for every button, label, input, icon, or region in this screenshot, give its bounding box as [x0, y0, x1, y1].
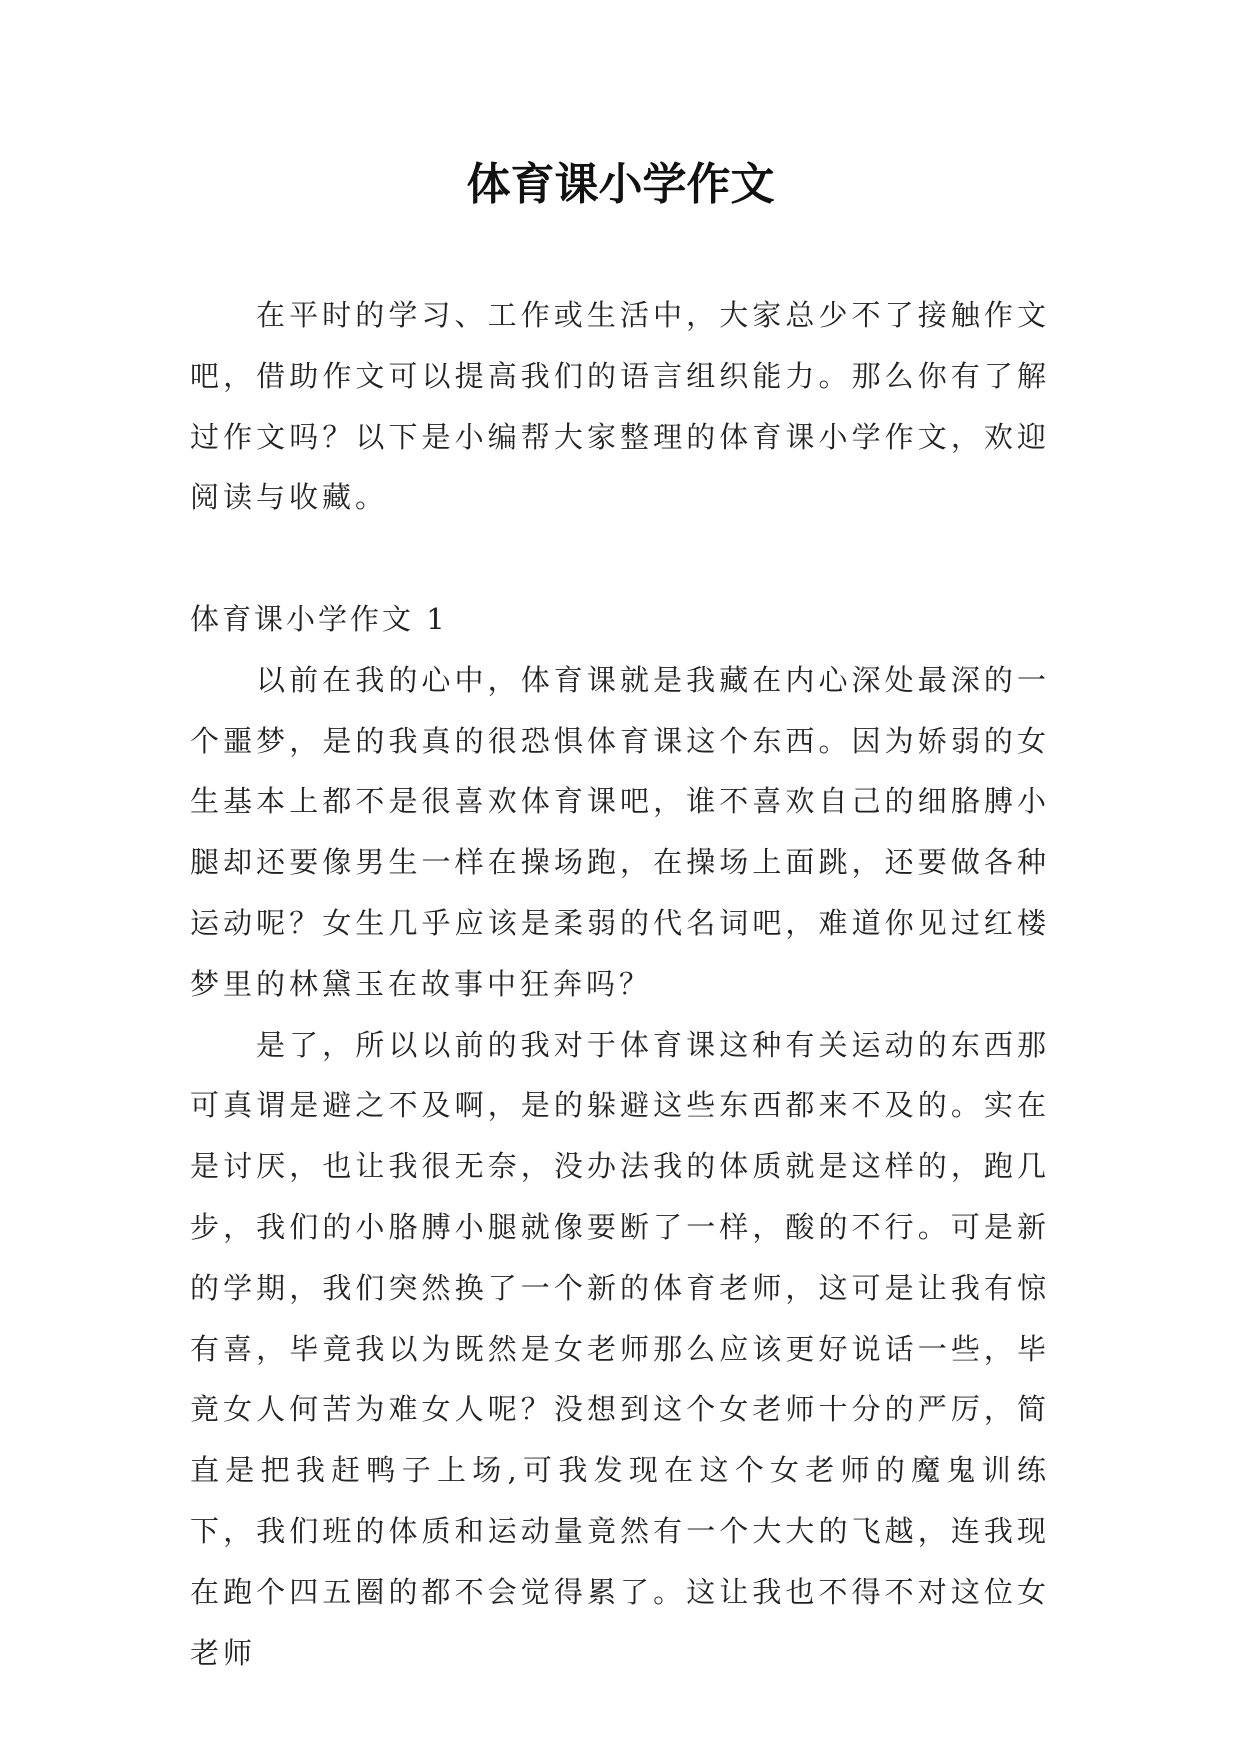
document-title: 体育课小学作文 [466, 159, 775, 210]
body-paragraph-2: 是了，所以以前的我对于体育课这种有关运动的东西那可真谓是避之不及啊，是的躲避这些东西都来不及的。实在是讨厌，也让我很无奈，没办法我的体质就是这样的，跑几步，我们的小胳膊小腿就像要断了一样，酸的不行。可是新的学期，我们突然换了一个新的体育老师，这可是让我有惊有喜，毕竟我以为既然是女老师那么应该更好说话一些，毕竟女人何苦为难女人呢？没想到这个女老师十分的严厉，简直是把我赶鸭子上场,可我发现在这个女老师的魔鬼训练下，我们班的体质和运动量竟然有一个大大的飞越，连我现在跑个四五圈的都不会觉得累了。这让我也不得不对这位女老师 [190, 1027, 1050, 1670]
intro-paragraph: 在平时的学习、工作或生活中，大家总少不了接触作文吧，借助作文可以提高我们的语言组织能力。那么你有了解过作文吗？以下是小编帮大家整理的体育课小学作文，欢迎阅读与收藏。 [190, 298, 1050, 515]
section-heading: 体育课小学作文 1 [190, 601, 448, 636]
document-body [190, 285, 1050, 1683]
body-paragraph-1: 以前在我的心中，体育课就是我藏在内心深处最深的一个噩梦，是的我真的很恐惧体育课这个东西。因为娇弱的女生基本上都不是很喜欢体育课吧，谁不喜欢自己的细胳膊小腿却还要像男生一样在操场跑，在操场上面跳，还要做各种运动呢？女生几乎应该是柔弱的代名词吧，难道你见过红楼梦里的林黛玉在故事中狂奔吗？ [190, 662, 1050, 1001]
